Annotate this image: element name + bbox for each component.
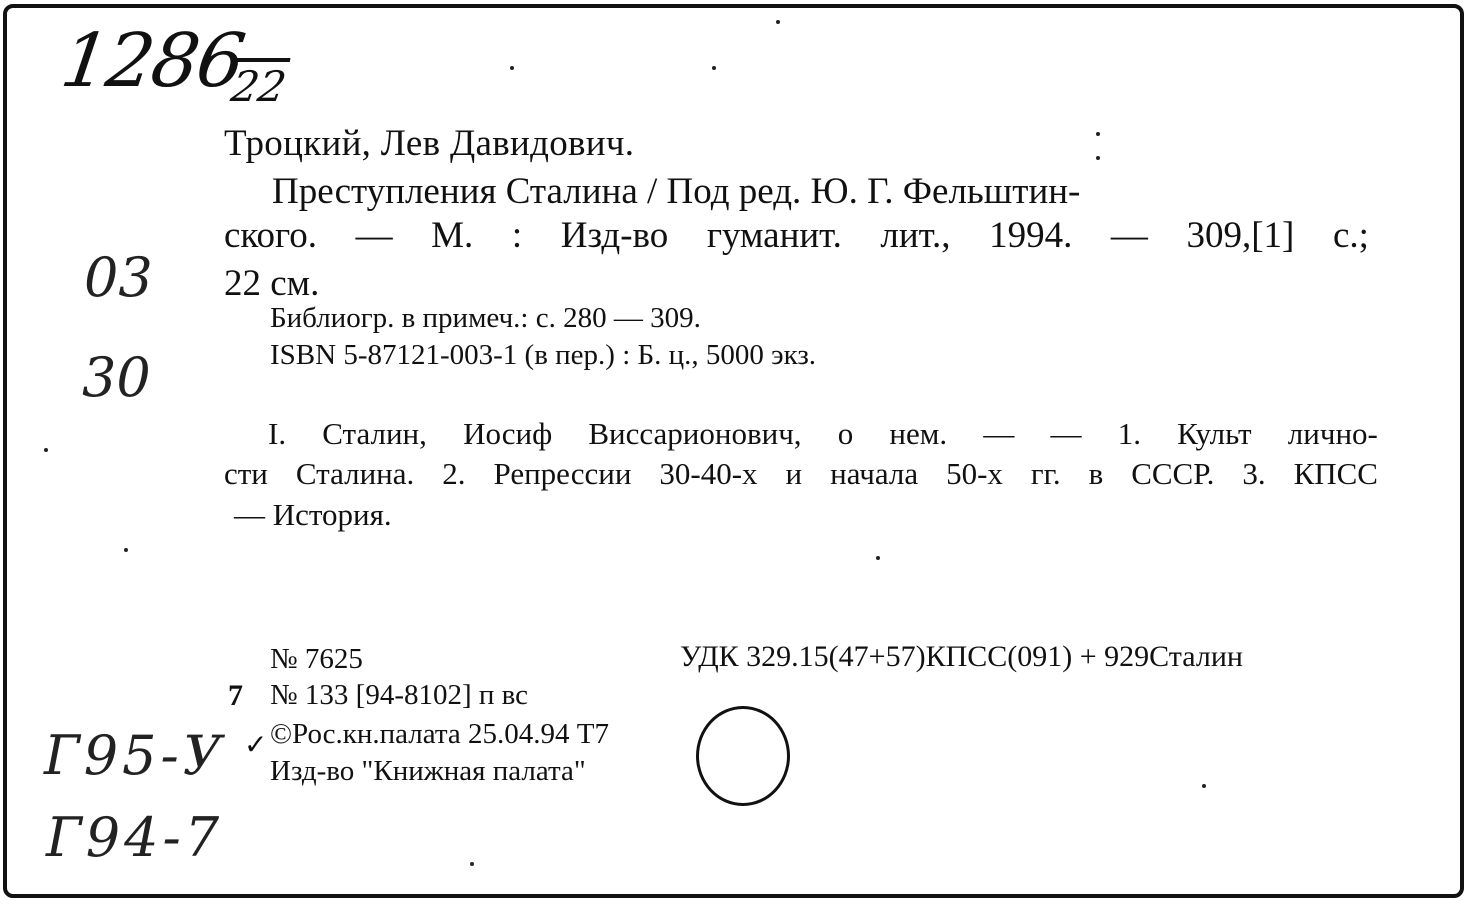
subject-word: КПСС	[1293, 456, 1378, 491]
circle-stamp-icon	[696, 706, 790, 806]
handwritten-mark-30: 30	[82, 346, 151, 409]
subject-word: о	[837, 416, 854, 451]
title-word: —	[355, 215, 393, 256]
title-word: лит.,	[880, 215, 951, 256]
subject-word: Виссарионович,	[588, 416, 802, 451]
physical-description: 22 см.	[224, 263, 320, 304]
subject-word: нем.	[889, 416, 948, 451]
handwritten-mark-03: 03	[84, 246, 153, 309]
subject-word: Сталин,	[322, 416, 427, 451]
copyright-line: ©Рос.кн.палата 25.04.94 Т7	[270, 718, 609, 750]
title-word: с.;	[1332, 215, 1369, 256]
scan-speck	[776, 20, 780, 24]
title-statement-line2	[224, 214, 1369, 257]
subject-word: сти	[224, 456, 268, 491]
subject-word: 30-40-х	[659, 456, 758, 491]
scan-speck	[44, 448, 48, 452]
subject-word: Репрессии	[493, 456, 632, 491]
scan-speck	[1202, 784, 1206, 788]
title-word: 309,[1]	[1186, 215, 1295, 256]
subject-word: лично-	[1287, 416, 1378, 451]
subject-word: 1.	[1117, 416, 1141, 451]
subject-word: 2.	[442, 456, 466, 491]
subject-word: СССР.	[1131, 456, 1215, 491]
subject-word: 50-х	[946, 456, 1003, 491]
subject-word: —	[983, 416, 1015, 451]
scan-speck	[712, 66, 716, 70]
card-number-7625: № 7625	[270, 643, 363, 675]
subject-tracings-line3: — История.	[234, 497, 392, 532]
handwritten-inventory-subscript: 22	[227, 62, 290, 111]
handwritten-mark-g95: Г95-У	[44, 724, 226, 787]
scan-speck	[124, 548, 128, 552]
copies-count: 7	[228, 679, 243, 712]
scan-speck	[1096, 132, 1100, 136]
tick-mark-icon: ✓	[244, 728, 268, 761]
subject-word: и	[785, 456, 803, 491]
title-word: —	[1110, 215, 1148, 256]
order-number: № 133 [94-8102] п вс	[270, 679, 529, 711]
isbn-line: ISBN 5-87121-003-1 (в пер.) : Б. ц., 5000 экз.	[270, 339, 817, 371]
subject-word: в	[1088, 456, 1104, 491]
subject-word: I.	[268, 416, 287, 451]
author-heading: Троцкий, Лев Давидович.	[224, 123, 635, 164]
subject-word: —	[1050, 416, 1082, 451]
subject-tracings-line1	[268, 416, 1378, 452]
udk-classification: УДК 329.15(47+57)КПСС(091) + 929Сталин	[680, 640, 1243, 673]
publisher-line: Изд-во "Книжная палата"	[270, 755, 586, 787]
handwritten-mark-g94: Г94-7	[46, 806, 224, 869]
title-word: 1994.	[989, 215, 1073, 256]
subject-tracings-line2	[224, 456, 1378, 492]
subject-word: 3.	[1242, 456, 1266, 491]
subject-word: гг.	[1030, 456, 1061, 491]
subject-word: Сталина.	[295, 456, 415, 491]
title-statement-line1: Преступления Сталина / Под ред. Ю. Г. Фельштин-	[272, 171, 1081, 212]
scan-speck	[470, 862, 474, 866]
title-word: М.	[431, 215, 474, 256]
title-word: ского.	[224, 215, 318, 256]
bibliography-note: Библиогр. в примеч.: с. 280 — 309.	[270, 302, 701, 334]
title-word: гуманит.	[706, 215, 842, 256]
subject-word: начала	[830, 456, 919, 491]
title-word: :	[511, 215, 523, 256]
subject-word: Культ	[1177, 416, 1252, 451]
scan-speck	[510, 66, 514, 70]
scan-speck	[876, 556, 880, 560]
handwritten-inventory-number: 1286	[55, 18, 249, 104]
subject-word: Иосиф	[463, 416, 553, 451]
title-word: Изд-во	[560, 215, 669, 256]
scan-speck	[1096, 156, 1100, 160]
